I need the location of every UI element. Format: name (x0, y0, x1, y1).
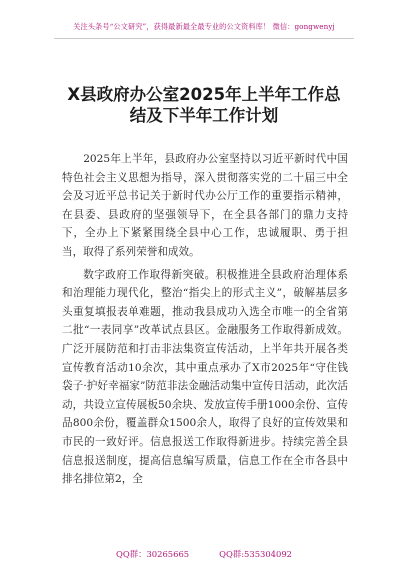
header-banner: 关注头条号“公文研究”，获得最新最全最专业的公文资料库！ 微信：gongwenyj (73, 22, 335, 31)
document-body (62, 150, 348, 489)
header-divider (54, 38, 354, 39)
footer-qq-group-2: QQ群:535304092 (219, 549, 292, 559)
document-title: X县政府办公室2025年上半年工作总结及下半年工作计划 (67, 85, 341, 125)
footer-qq-group-1: QQ群：30265665 (116, 549, 190, 559)
body-paragraph: 2025年上半年，县政府办公室坚持以习近平新时代中国特色社会主义思想为指导，深入贯彻落实党的二十届三中全会及习近平总书记关于新时代办公厅工作的重要指示精神，在县委、县政府的坚强领导下，在全县各部门的鼎力支持下，全办上下紧紧围绕全县中心工作，忠诚履职、勇于担当，取得了系列荣誉和成效。 (62, 153, 348, 258)
footer (0, 548, 408, 560)
body-paragraph: 数字政府工作取得新突破。积极推进全县政府治理体系和治理能力现代化，整治“指尖上的形式主义”，破解基层多头重复填报表单难题，推动我县成功入选全市唯一的全省第二批“一表同享”改革试点县区。金融服务工作取得新成效。广泛开展防范和打击非法集资宣传活动，上半年共开展各类宣传教育活动10余次，其中重点承办了X市2025年“守住钱袋子·护好幸福家”防范非法金融活动集中宣传日活动，此次活动，共设立宣传展板50余块、发放宣传手册1000余份、宣传品800余份，覆盖群众1500余人，取得了良好的宣传效果和市民的一致好评。信息报送工作取得新进步。持续完善全县信息报送制度，提高信息编写质量，信息工作在全市各县中排名排位第2，全 (62, 268, 348, 486)
